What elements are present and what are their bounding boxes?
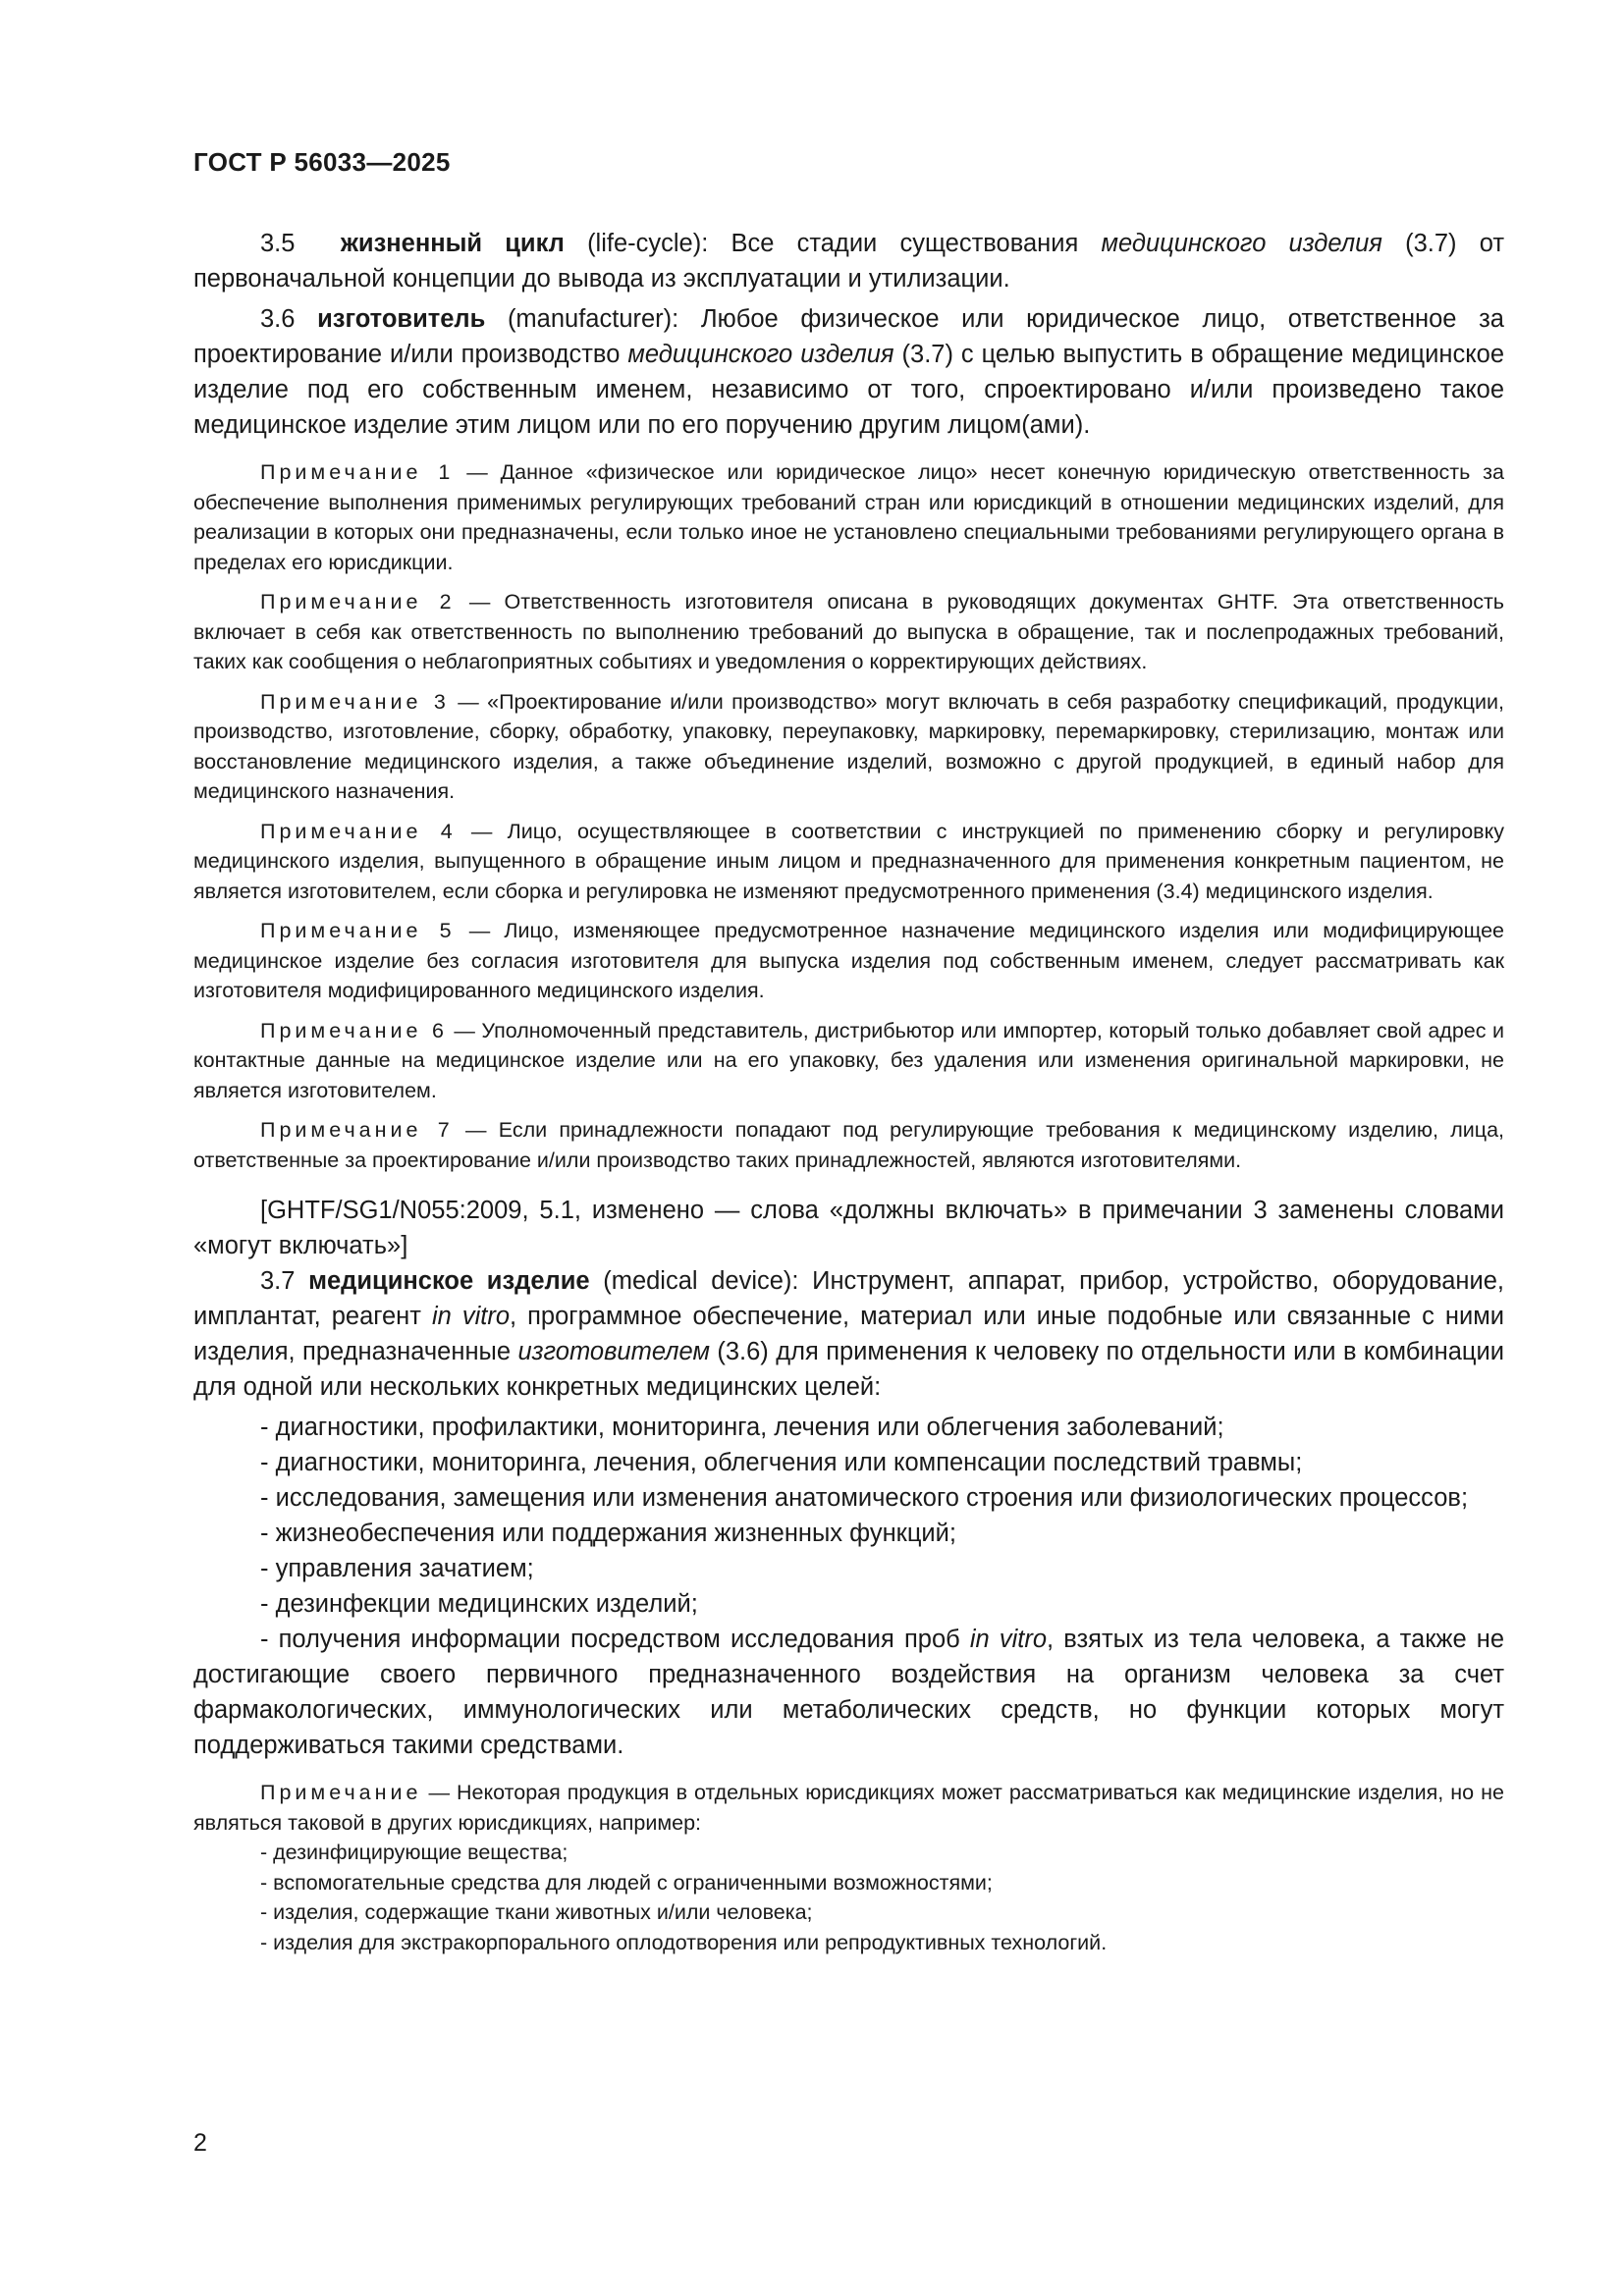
note-5 (193, 916, 1504, 1006)
clause-3-5 (193, 226, 1504, 296)
clause-3-6 (193, 301, 1504, 443)
document-body (193, 226, 1504, 1957)
note-text: — Данное «физическое или юридическое лицо» несет конечную юридическую ответственность за обеспечение выполнения применимых регулирующих требований стран или юрисдикций в отношении медицинских изделий, для реализации в которых они предназначены, если только иное не установлено специальными требованиями регулирующего органа в пределах его юрисдикции. (193, 460, 1504, 574)
document-header: ГОСТ Р 56033—2025 (193, 147, 451, 177)
note-text: — Некоторая продукция в отдельных юрисдикциях может рассматриваться как медицинские изделия, но не являться таковой в других юрисдикциях, например: (193, 1781, 1504, 1835)
note-label: Примечание 4 (260, 819, 457, 843)
note-2 (193, 587, 1504, 677)
note-label: Примечание 3 (260, 689, 450, 714)
note-text: — Уполномоченный представитель, дистрибьютор или импортер, который только добавляет свой адрес и контактные данные на медицинское изделие или на его упаковку, без удаления или изменения оригинальной маркировки, не является изготовителем. (193, 1018, 1504, 1102)
note-list (193, 1838, 1504, 1957)
clause-number: 3.7 (260, 1267, 296, 1295)
clause-text: (life-cycle): Все стадии существования (564, 230, 1102, 257)
note-list-item: - изделия для экстракорпорального оплодотворения или репродуктивных технологий. (260, 1930, 1108, 1954)
clause-text: (3.6) для применения к человеку по отдельности или в комбинации для одной или нескольких конкретных медицинских целей: (193, 1338, 1504, 1401)
term: изготовитель (317, 305, 486, 333)
list-item: - исследования, замещения или изменения анатомического строения или физиологических процессов; (260, 1484, 1469, 1512)
note-3 (193, 687, 1504, 807)
list-item: - жизнеобеспечения или поддержания жизненных функций; (260, 1520, 957, 1547)
term-reference: изготовителем (517, 1338, 710, 1365)
purpose-list (193, 1410, 1504, 1763)
clause-text: , программное обеспечение, материал или иные подобные или связанные с ними изделия, предназначенные (193, 1303, 1505, 1365)
term-reference: медицинского изделия (1101, 230, 1382, 257)
term-reference: медицинского изделия (627, 341, 894, 368)
note-7 (193, 1115, 1504, 1175)
note-text: — Лицо, осуществляющее в соответствии с инструкцией по применению сборку и регулировку медицинского изделия, выпущенного в обращение иным лицом и предназначенного для применения конкретным пациентом, не является изготовителем, если сборка и регулировка не изменяют предусмотренного применения (3.4) медицинского изделия. (193, 819, 1504, 903)
list-item (193, 1622, 1504, 1763)
note-4 (193, 817, 1504, 907)
source-reference: [GHTF/SG1/N055:2009, 5.1, изменено — слова «должны включать» в примечании 3 заменены словами «могут включать»] (193, 1197, 1504, 1259)
latin-term: in vitro (431, 1303, 511, 1330)
note-1 (193, 457, 1504, 577)
clause-number: 3.5 (260, 230, 296, 257)
note-list-item: - изделия, содержащие ткани животных и/или человека; (260, 1900, 813, 1924)
list-item: - диагностики, мониторинга, лечения, облегчения или компенсации последствий травмы; (260, 1449, 1303, 1476)
clause-text: (3.7) от первоначальной концепции до вывода из эксплуатации и утилизации. (193, 230, 1505, 293)
page-number: 2 (193, 2129, 207, 2157)
note-label: Примечание 6 (260, 1018, 448, 1042)
clause-text: (manufacturer): Любое физическое или юридическое лицо, ответственное за проектирование и/или производство (193, 305, 1504, 368)
note-label: Примечание 2 (260, 590, 456, 614)
list-item: - управления зачатием; (260, 1555, 534, 1582)
note-label: Примечание 5 (260, 919, 456, 942)
note-text: — Ответственность изготовителя описана в руководящих документах GHTF. Эта ответственность включает в себя как ответственность по выполнению требований до выпуска в обращение, так и послепродажных требований, таких как сообщения о неблагоприятных событиях и уведомления о корректирующих действиях. (193, 590, 1504, 673)
term: жизненный цикл (340, 230, 565, 257)
list-item: - дезинфекции медицинских изделий; (260, 1590, 698, 1618)
note-text: — Если принадлежности попадают под регулирующие требования к медицинскому изделию, лица, ответственные за проектирование и/или производство таких принадлежностей, являются изготовителями. (193, 1118, 1505, 1172)
note-label: Примечание 1 (260, 460, 455, 484)
list-text: , взятых из тела человека, а также не достигающие своего первичного предназначенного воздействия на организм человека за счет фармакологических, иммунологических или метаболических средств, но функции которых могут поддерживаться такими средствами. (193, 1626, 1505, 1759)
note-label: Примечание (260, 1781, 422, 1804)
note-3-7 (193, 1778, 1504, 1838)
note-list-item: - дезинфицирующие вещества; (260, 1841, 568, 1864)
list-text: - получения информации посредством исследования проб (260, 1626, 970, 1653)
note-6 (193, 1016, 1504, 1106)
notes-3-6 (193, 457, 1504, 1175)
clause-3-7 (193, 1263, 1504, 1405)
list-item: - диагностики, профилактики, мониторинга, лечения или облегчения заболеваний; (260, 1414, 1224, 1441)
term: медицинское изделие (308, 1267, 590, 1295)
note-text: — Лицо, изменяющее предусмотренное назначение медицинского изделия или модифицирующее медицинское изделие без согласия изготовителя для выпуска изделия под собственным именем, следует рассматривать как изготовителя модифицированного медицинского изделия. (193, 919, 1504, 1002)
clause-text: (medical device): Инструмент, аппарат, прибор, устройство, оборудование, имплантат, реагент (193, 1267, 1504, 1330)
clause-number: 3.6 (260, 305, 296, 333)
clause-text: (3.7) с целью выпустить в обращение медицинское изделие под его собственным именем, независимо от того, спроектировано и/или произведено такое медицинское изделие этим лицом или по его поручению другим лицом(ами). (193, 341, 1504, 439)
note-list-item: - вспомогательные средства для людей с ограниченными возможностями; (260, 1870, 993, 1895)
note-label: Примечание 7 (260, 1118, 454, 1142)
note-text: — «Проектирование и/или производство» могут включать в себя разработку спецификаций, продукции, производство, изготовление, сборку, обработку, упаковку, переупаковку, маркировку, перемаркировку, стерилизацию, монтаж или восстановление медицинского изделия, а также объединение изделий, возможно с другой продукцией, в единый набор для медицинского назначения. (193, 689, 1504, 803)
latin-term: in vitro (969, 1626, 1048, 1653)
